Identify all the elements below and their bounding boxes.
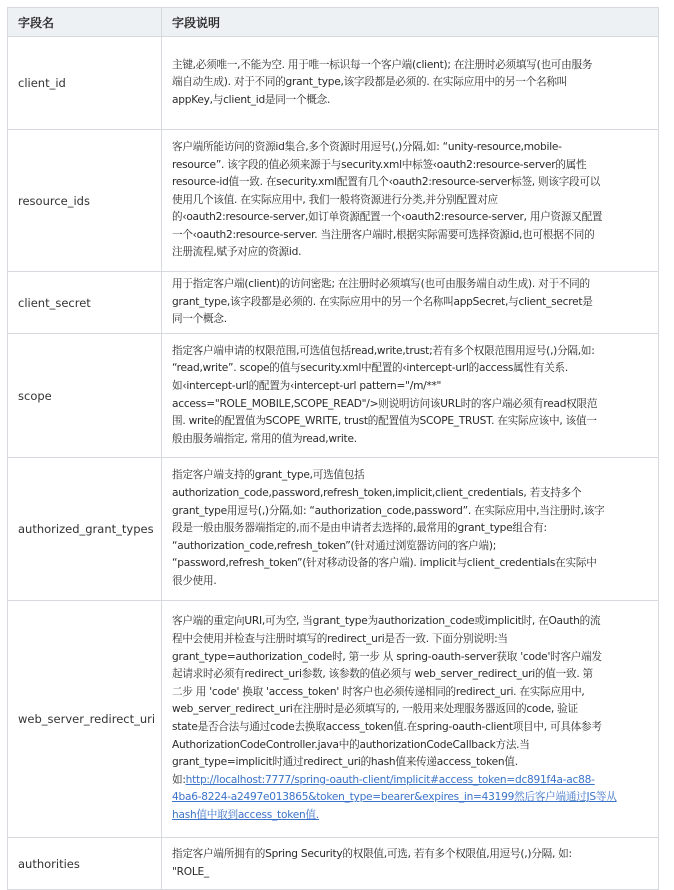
description-line: 很少使用.	[172, 574, 217, 587]
example-url-link[interactable]: hash值中取到access_token值.	[172, 808, 319, 821]
description-line: 程中会使用并检查与注册时填写的redirect_uri是否一致. 下面分别说明:当	[172, 633, 508, 646]
description-line: 注册流程,赋予对应的资源id.	[172, 246, 302, 259]
table-row	[8, 458, 659, 601]
description-line: 如‹intercept-url的配置为‹intercept-url pattern="/m/**"	[172, 379, 442, 392]
description-line: 指定客户端申请的权限范围,可选值包括read,write,trust;若有多个权限范围用逗号(,)分隔,如:	[172, 344, 595, 357]
field-name: resource_ids	[8, 130, 162, 272]
field-description	[162, 334, 659, 458]
example-url-link[interactable]: http://localhost:7777/spring-oauth-client/implicit#access_token=dc891f4a-ac88-	[185, 773, 595, 786]
description-line: resource”. 该字段的值必须来源于与security.xml中标签‹oauth2:resource-server的属性	[172, 158, 587, 171]
description-line: grant_type用逗号(,)分隔,如: “authorization_code,password”. 在实际应用中,当注册时,该字	[172, 504, 605, 517]
description-line: appKey,与client_id是同一个概念.	[172, 93, 331, 106]
field-description	[162, 838, 659, 890]
description-line: grant_type=implicit时通过redirect_uri的hash值来传递access_token值.	[172, 756, 518, 769]
example-link-line	[172, 772, 650, 790]
field-description	[162, 458, 659, 601]
description-line: 同一个概念.	[172, 313, 227, 326]
document-table-container	[7, 7, 658, 890]
field-name: authorized_grant_types	[8, 458, 162, 601]
description-line: 客户端所能访问的资源id集合,多个资源时用逗号(,)分隔,如: “unity-resource,mobile-	[172, 140, 562, 153]
description-line: 客户端的重定向URI,可为空, 当grant_type为authorization_code或implicit时, 在Oauth的流	[172, 615, 601, 628]
field-name: authorities	[8, 838, 162, 890]
table-header-row	[8, 8, 659, 37]
description-line: “read,write”. scope的值与security.xml中配置的‹intercept-url的access属性有关系.	[172, 362, 569, 375]
table-row	[8, 334, 659, 458]
description-line: 用于指定客户端(client)的访问密匙; 在注册时必须填写(也可由服务端自动生成). 对于不同的	[172, 278, 590, 291]
description-line: 般由服务端指定, 常用的值为read,write.	[172, 432, 357, 445]
description-line: authorization_code,password,refresh_token,implicit,client_credentials, 若支持多个	[172, 487, 582, 500]
field-name: client_id	[8, 37, 162, 130]
field-name: web_server_redirect_uri	[8, 601, 162, 838]
description-line: state是否合法与通过code去换取access_token值.在spring-oauth-client项目中, 可具体参考	[172, 721, 602, 733]
description-line: 起请求时必须有redirect_uri参数, 该参数的值必须与 web_server_redirect_uri的值一致. 第	[172, 668, 593, 681]
example-link-line	[172, 789, 650, 807]
field-name: scope	[8, 334, 162, 458]
field-description	[162, 601, 659, 838]
example-link-line	[172, 807, 650, 825]
description-line: 二步 用 'code' 换取 'access_token' 时客户也必须传递相同的redirect_uri. 在实际应用中,	[172, 685, 585, 698]
description-line: AuthorizationCodeController.java中的authorizationCodeCallback方法.当	[172, 738, 530, 751]
field-description	[162, 272, 659, 334]
description-line: 的‹oauth2:resource-server,如订单资源配置一个‹oauth2:resource-server, 用户资源又配置	[172, 211, 603, 224]
header-field-description: 字段说明	[162, 8, 659, 37]
description-line: grant_type=authorization_code时, 第一步 从 spring-oauth-server获取 'code'时客户端发	[172, 650, 602, 663]
field-description	[162, 37, 659, 130]
description-line: 段是一般由服务器端指定的,而不是由申请者去选择的,最常用的grant_type组合有:	[172, 522, 547, 535]
description-line: 指定客户端支持的grant_type,可选值包括	[172, 469, 365, 482]
description-line: resource-id值一致. 在security.xml配置有几个‹oauth2:resource-server标签, 则该字段可以	[172, 176, 601, 189]
description-line: “authorization_code,refresh_token”(针对通过浏览器访问的客户端);	[172, 539, 497, 552]
description-line: grant_type,该字段都是必须的. 在实际应用中的另一个名称叫appSecret,与client_secret是	[172, 295, 593, 308]
description-line: "ROLE_	[172, 865, 209, 878]
description-line: “password,refresh_token”(针对移动设备的客户端). implicit与client_credentials在实际中	[172, 557, 597, 570]
description-line: 使用几个该值. 在实际应用中, 我们一般将资源进行分类,并分别配置对应	[172, 193, 498, 206]
description-line: 指定客户端所拥有的Spring Security的权限值,可选, 若有多个权限值,用逗号(,)分隔, 如:	[172, 847, 572, 860]
table-row	[8, 838, 659, 890]
example-url-link[interactable]: 4ba6-8224-a2497e013865&token_type=bearer&expires_in=43199然后客户端通过JS等从	[172, 791, 617, 804]
description-line: access="ROLE_MOBILE,SCOPE_READ"/>则说明访问该URL时的客户端必须有read权限范	[172, 397, 598, 410]
example-prefix: 如:	[172, 773, 186, 786]
table-row	[8, 130, 659, 272]
description-line: 一个‹oauth2:resource-server. 当注册客户端时,根据实际需要可选择资源id,也可根据不同的	[172, 228, 595, 241]
description-line: 端自动生成). 对于不同的grant_type,该字段都是必须的. 在实际应用中的另一个名称叫	[172, 76, 568, 89]
field-name: client_secret	[8, 272, 162, 334]
header-field-name: 字段名	[8, 8, 162, 37]
description-line: web_server_redirect_uri在注册时是必须填写的, 一般用来处理服务器返回的code, 验证	[172, 703, 578, 716]
description-line: 主键,必须唯一,不能为空. 用于唯一标识每一个客户端(client); 在注册时必须填写(也可由服务	[172, 58, 593, 71]
table-row	[8, 37, 659, 130]
table-row	[8, 272, 659, 334]
description-line: 围. write的配置值为SCOPE_WRITE, trust的配置值为SCOPE_TRUST. 在实际应该中, 该值一	[172, 415, 597, 428]
table-row	[8, 601, 659, 838]
field-description	[162, 130, 659, 272]
field-description-table	[7, 7, 659, 890]
